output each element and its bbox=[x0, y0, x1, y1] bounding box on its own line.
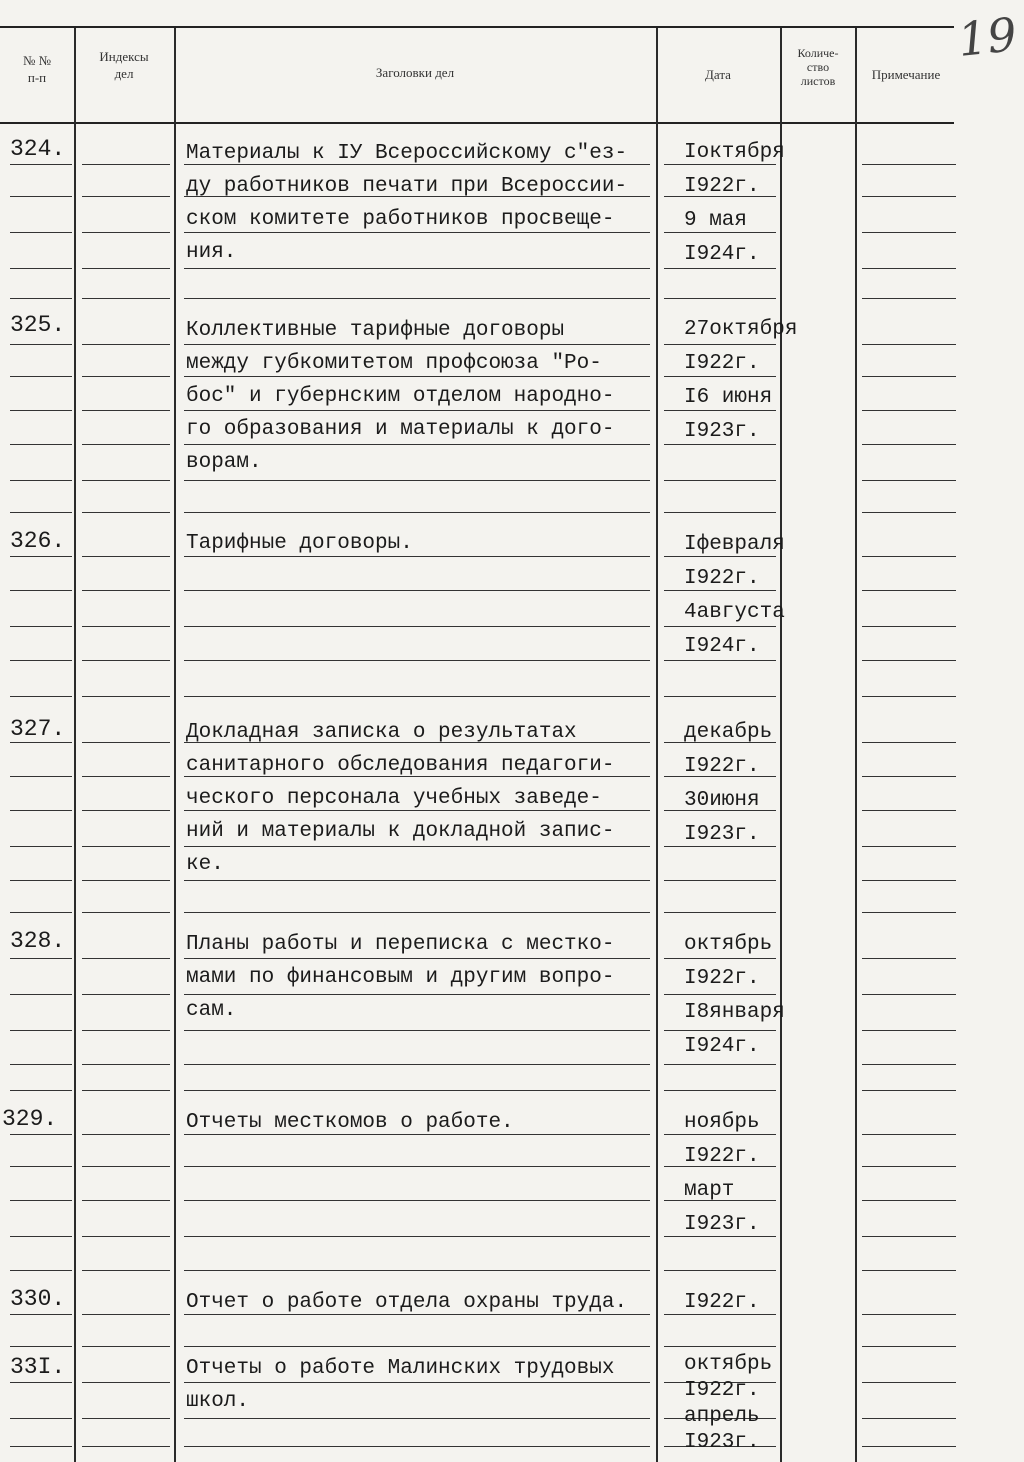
entry-date: I922г. bbox=[684, 1291, 760, 1314]
ruled-line bbox=[10, 556, 72, 557]
ruled-line bbox=[82, 1200, 170, 1201]
ruled-line bbox=[862, 298, 956, 299]
ruled-line bbox=[862, 626, 956, 627]
ruled-line bbox=[10, 1134, 72, 1135]
ruled-line bbox=[82, 410, 170, 411]
ruled-line bbox=[862, 268, 956, 269]
ruled-line bbox=[862, 164, 956, 165]
ruled-line bbox=[82, 1030, 170, 1031]
header-sheet-count: Количе- ство листов bbox=[797, 46, 839, 88]
ruled-line bbox=[82, 776, 170, 777]
ruled-line bbox=[82, 1314, 170, 1315]
ruled-line bbox=[664, 880, 776, 881]
entry-date: октябрь I922г. I8января I924г. bbox=[684, 933, 785, 1058]
entry-title: Докладная записка о результатах санитарного обследования педагоги- ческого персонала учебных заведе- ний и материалы к докладной запис- ке. bbox=[186, 721, 615, 876]
ruled-line bbox=[82, 196, 170, 197]
ruled-line bbox=[862, 1314, 956, 1315]
ruled-line bbox=[10, 444, 72, 445]
ruled-line bbox=[10, 1418, 72, 1419]
ruled-line bbox=[82, 1134, 170, 1135]
ruled-line bbox=[10, 376, 72, 377]
ruled-line bbox=[862, 344, 956, 345]
ruled-line bbox=[862, 1446, 956, 1447]
ruled-line bbox=[862, 556, 956, 557]
ruled-line bbox=[82, 298, 170, 299]
ruled-line bbox=[82, 232, 170, 233]
ruled-line bbox=[184, 1270, 650, 1271]
ruled-line bbox=[862, 1134, 956, 1135]
ruled-line bbox=[862, 1236, 956, 1237]
ruled-line bbox=[82, 1346, 170, 1347]
ruled-line bbox=[82, 626, 170, 627]
entry-number: 328. bbox=[10, 928, 66, 954]
ruled-line bbox=[10, 344, 72, 345]
ruled-line bbox=[82, 556, 170, 557]
ruled-line bbox=[862, 696, 956, 697]
ruled-line bbox=[664, 1270, 776, 1271]
ruled-line bbox=[862, 742, 956, 743]
ruled-line bbox=[10, 480, 72, 481]
ruled-line bbox=[82, 444, 170, 445]
header-title: Заголовки дел bbox=[375, 65, 455, 80]
ruled-line bbox=[664, 912, 776, 913]
ruled-line bbox=[82, 958, 170, 959]
ruled-line bbox=[184, 1236, 650, 1237]
ruled-line bbox=[862, 776, 956, 777]
entry-date: Iфевраля I922г. 4августа I924г. bbox=[684, 533, 785, 658]
ruled-line bbox=[10, 1030, 72, 1031]
entry-number: 325. bbox=[10, 312, 66, 338]
ruled-line bbox=[862, 810, 956, 811]
header-note: Примечание bbox=[871, 67, 941, 82]
entry-number: 326. bbox=[10, 528, 66, 554]
ruled-line bbox=[82, 344, 170, 345]
ruled-line bbox=[10, 1382, 72, 1383]
ruled-line bbox=[10, 660, 72, 661]
ruled-line bbox=[184, 1346, 650, 1347]
header-num: № № п-п bbox=[22, 53, 52, 85]
ruled-line bbox=[184, 590, 650, 591]
ruled-line bbox=[862, 1270, 956, 1271]
ruled-line bbox=[862, 410, 956, 411]
entry-number: 33I. bbox=[10, 1354, 66, 1380]
ruled-line bbox=[82, 912, 170, 913]
ruled-line bbox=[862, 958, 956, 959]
ruled-line bbox=[10, 1446, 72, 1447]
ruled-line bbox=[862, 376, 956, 377]
entry-number: 330. bbox=[10, 1286, 66, 1312]
ruled-line bbox=[10, 958, 72, 959]
ruled-line bbox=[184, 660, 650, 661]
ruled-line bbox=[82, 810, 170, 811]
entry-number: 329. bbox=[2, 1106, 58, 1132]
column-divider bbox=[174, 28, 176, 1462]
ruled-line bbox=[82, 1166, 170, 1167]
ruled-line bbox=[862, 994, 956, 995]
ruled-line bbox=[184, 696, 650, 697]
entry-number: 327. bbox=[10, 716, 66, 742]
entry-date: декабрь I922г. 30июня I923г. bbox=[684, 721, 773, 846]
ruled-line bbox=[10, 994, 72, 995]
ruled-line bbox=[664, 1346, 776, 1347]
entry-title: Отчеты о работе Малинских трудовых школ. bbox=[186, 1357, 615, 1413]
ruled-line bbox=[82, 1090, 170, 1091]
header-date: Дата bbox=[705, 67, 731, 82]
ruled-line bbox=[10, 626, 72, 627]
ruled-line bbox=[184, 480, 650, 481]
ruled-line bbox=[10, 298, 72, 299]
ruled-line bbox=[862, 1382, 956, 1383]
ruled-line bbox=[862, 1346, 956, 1347]
column-divider bbox=[74, 28, 76, 1462]
ruled-line bbox=[664, 696, 776, 697]
ruled-line bbox=[184, 1064, 650, 1065]
ruled-line bbox=[862, 444, 956, 445]
ruled-line bbox=[664, 298, 776, 299]
ruled-line bbox=[10, 232, 72, 233]
ruled-line bbox=[664, 512, 776, 513]
ruled-line bbox=[82, 660, 170, 661]
ruled-line bbox=[10, 1090, 72, 1091]
ruled-line bbox=[862, 232, 956, 233]
entry-title: Отчеты месткомов о работе. bbox=[186, 1111, 514, 1134]
ruled-line bbox=[10, 590, 72, 591]
entry-date: ноябрь I922г. март I923г. bbox=[684, 1111, 760, 1236]
ruled-line bbox=[10, 846, 72, 847]
ruled-line bbox=[862, 880, 956, 881]
entry-title: Отчет о работе отдела охраны труда. bbox=[186, 1291, 628, 1314]
ruled-line bbox=[82, 512, 170, 513]
ruled-line bbox=[862, 1200, 956, 1201]
ruled-line bbox=[82, 164, 170, 165]
ruled-line bbox=[184, 1418, 650, 1419]
entry-number: 324. bbox=[10, 136, 66, 162]
ruled-line bbox=[82, 1236, 170, 1237]
ruled-line bbox=[184, 1166, 650, 1167]
ruled-line bbox=[184, 912, 650, 913]
ruled-line bbox=[82, 1270, 170, 1271]
entry-title: Тарифные договоры. bbox=[186, 532, 413, 555]
ruled-line bbox=[10, 512, 72, 513]
entry-title: Планы работы и переписка с местко- мами по финансовым и другим вопро- сам. bbox=[186, 933, 615, 1022]
ruled-line bbox=[10, 880, 72, 881]
ruled-line bbox=[10, 1200, 72, 1201]
ruled-line bbox=[10, 912, 72, 913]
ruled-line bbox=[184, 512, 650, 513]
ruled-line bbox=[10, 268, 72, 269]
ruled-line bbox=[862, 912, 956, 913]
ruled-line bbox=[184, 626, 650, 627]
entry-date: октябрь I922г. апрель I923г. bbox=[684, 1353, 773, 1454]
ruled-line bbox=[10, 196, 72, 197]
ruled-line bbox=[862, 480, 956, 481]
ruled-line bbox=[82, 846, 170, 847]
ruled-line bbox=[862, 846, 956, 847]
ruled-line bbox=[184, 1090, 650, 1091]
ruled-line bbox=[184, 1200, 650, 1201]
ruled-line bbox=[862, 1418, 956, 1419]
entry-title: Материалы к IУ Всероссийскому с"ез- ду работников печати при Всероссии- ском комитете работников просвеще- ния. bbox=[186, 142, 628, 264]
ruled-line bbox=[82, 1446, 170, 1447]
ruled-line bbox=[10, 1236, 72, 1237]
column-divider bbox=[855, 28, 857, 1462]
ruled-line bbox=[862, 590, 956, 591]
ruled-line bbox=[664, 1090, 776, 1091]
ruled-line bbox=[82, 880, 170, 881]
ruled-line bbox=[10, 410, 72, 411]
ruled-line bbox=[82, 590, 170, 591]
entry-title: Коллективные тарифные договоры между губкомитетом профсоюза "Ро- бос" и губернским отделом народно- го образования и материалы к дого- ворам. bbox=[186, 319, 615, 474]
ruled-line bbox=[82, 742, 170, 743]
ruled-line bbox=[184, 298, 650, 299]
ruled-line bbox=[82, 1382, 170, 1383]
ruled-line bbox=[10, 1270, 72, 1271]
page-number: 19 bbox=[955, 7, 1020, 67]
ruled-line bbox=[10, 696, 72, 697]
ruled-line bbox=[82, 376, 170, 377]
ruled-line bbox=[10, 1314, 72, 1315]
ruled-line bbox=[184, 1446, 650, 1447]
ruled-line bbox=[82, 994, 170, 995]
ruled-line bbox=[862, 1090, 956, 1091]
ruled-line bbox=[862, 1030, 956, 1031]
ruled-line bbox=[10, 1064, 72, 1065]
ruled-line bbox=[862, 196, 956, 197]
ruled-line bbox=[664, 480, 776, 481]
ruled-line bbox=[10, 742, 72, 743]
entry-date: 27октября I922г. I6 июня I923г. bbox=[684, 318, 798, 443]
ruled-line bbox=[10, 1346, 72, 1347]
ruled-line bbox=[10, 776, 72, 777]
ruled-line bbox=[82, 1064, 170, 1065]
header-index: Индексы дел bbox=[99, 49, 149, 81]
ruled-line bbox=[82, 480, 170, 481]
ruled-line bbox=[862, 1166, 956, 1167]
ruled-line bbox=[82, 696, 170, 697]
ruled-line bbox=[10, 810, 72, 811]
table-top-border bbox=[0, 26, 954, 28]
ruled-line bbox=[664, 1064, 776, 1065]
ruled-line bbox=[10, 1166, 72, 1167]
ruled-line bbox=[82, 1418, 170, 1419]
ruled-line bbox=[82, 268, 170, 269]
ruled-line bbox=[862, 1064, 956, 1065]
entry-date: Iоктября I922г. 9 мая I924г. bbox=[684, 141, 785, 266]
ruled-line bbox=[10, 164, 72, 165]
ruled-line bbox=[862, 660, 956, 661]
header-bottom-border bbox=[0, 122, 954, 124]
ruled-line bbox=[862, 512, 956, 513]
ruled-line bbox=[184, 1030, 650, 1031]
